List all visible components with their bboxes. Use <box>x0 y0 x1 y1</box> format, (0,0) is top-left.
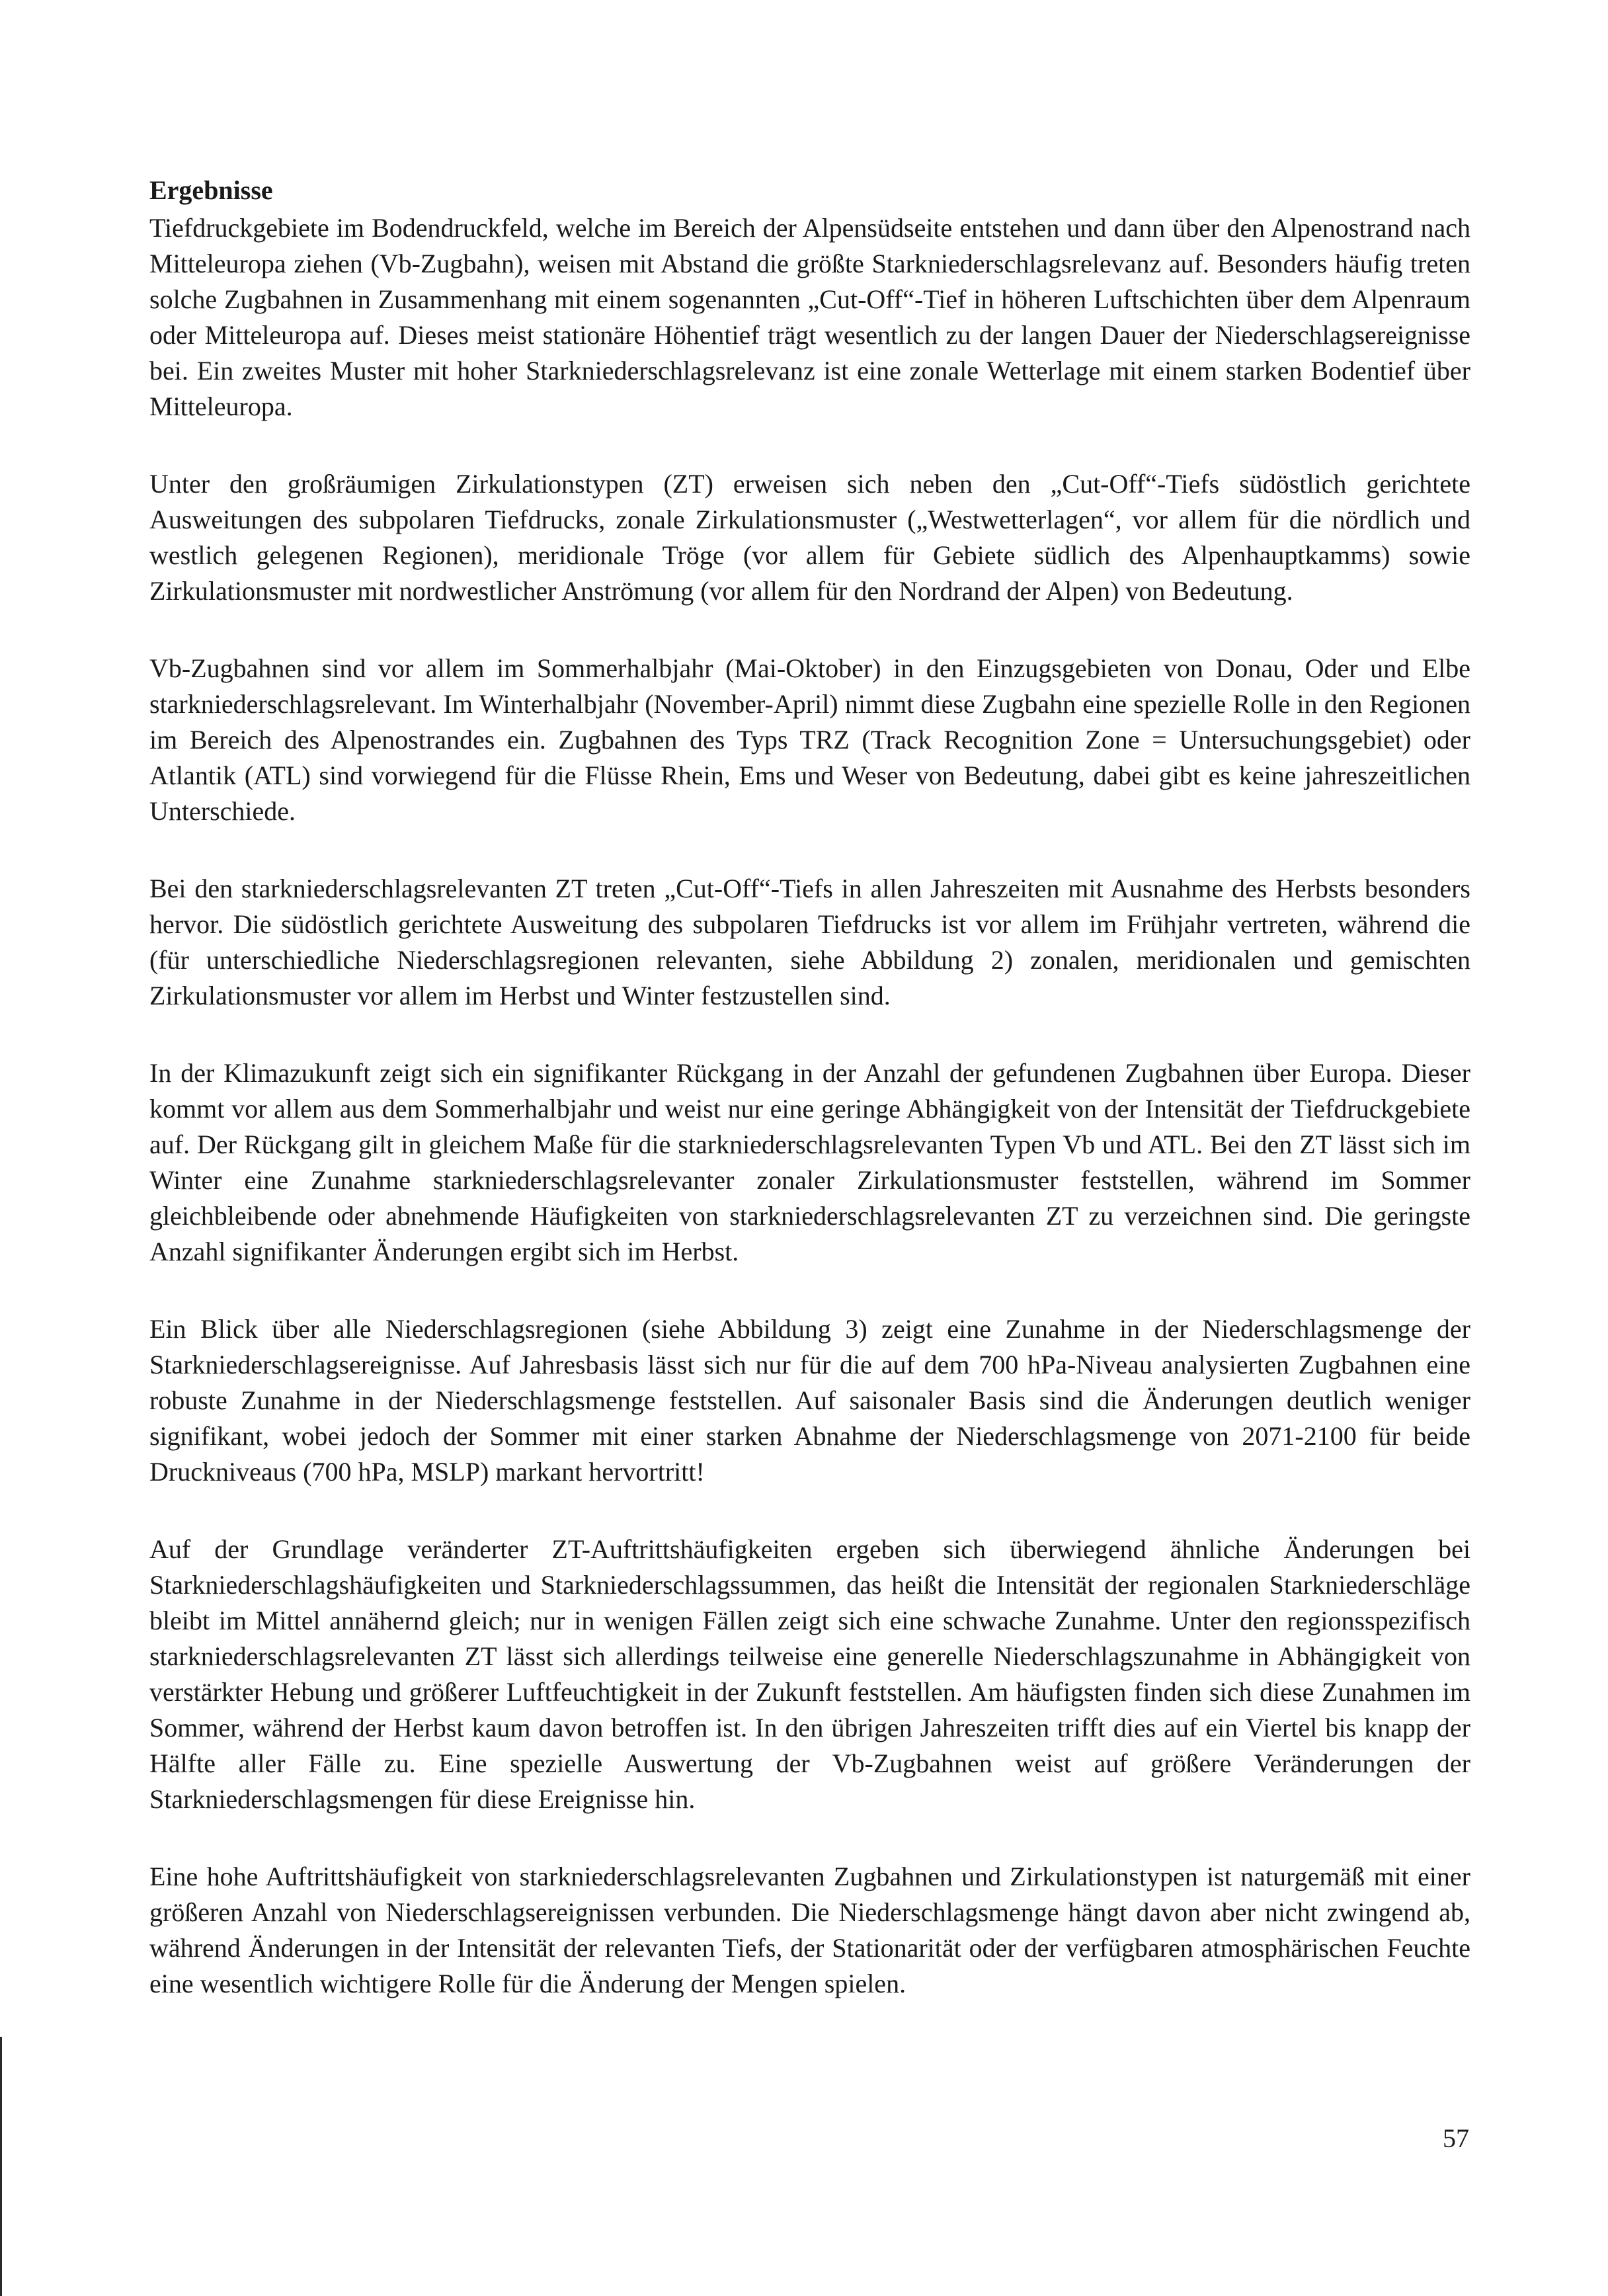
paragraph-cut-off-tiefs: Bei den starkniederschlagsrelevanten ZT treten „Cut-Off“-Tiefs in allen Jahreszeiten mit Ausnahme des Herbsts besonders hervor. Die südöstlich gerichtete Ausweitung des subpolaren Tiefdrucks ist vor allem im Frühjahr vertreten, während die (für unterschiedliche Niederschlagsregionen relevanten, siehe Abbildung 2) zonalen, meridionalen und gemischten Zirkulationsmuster vor allem im Herbst und Winter festzustellen sind. <box>149 874 1470 1010</box>
paragraph-auftrittshaeufigkeit: Eine hohe Auftrittshäufigkeit von starkniederschlagsrelevanten Zugbahnen und Zirkulationstypen ist naturgemäß mit einer größeren Anzahl von Niederschlagsereignissen verbunden. Die Niederschlagsmenge hängt davon aber nicht zwingend ab, während Änderungen in der Intensität der relevanten Tiefs, der Stationarität oder der verfügbaren atmosphärischen Feuchte eine wesentlich wichtigere Rolle für die Änderung der Mengen spielen. <box>149 1862 1470 1998</box>
paragraph-zirkulationstypen: Unter den großräumigen Zirkulationstypen (ZT) erweisen sich neben den „Cut-Off“-Tiefs südöstlich gerichtete Ausweitungen des subpolaren Tiefdrucks, zonale Zirkulationsmuster („Westwetterlagen“, vor allem für die nördlich und westlich gelegenen Regionen), meridionale Tröge (vor allem für Gebiete südlich des Alpenhauptkamms) sowie Zirkulationsmuster mit nordwestlicher Anströmung (vor allem für den Nordrand der Alpen) von Bedeutung. <box>149 469 1470 606</box>
page-body <box>149 173 1470 2002</box>
page-number: 57 <box>1443 2123 1469 2153</box>
scan-edge-line <box>0 2037 2 2296</box>
paragraph-niederschlagsregionen: Ein Blick über alle Niederschlagsregionen (siehe Abbildung 3) zeigt eine Zunahme in der Niederschlagsmenge der Starkniederschlagsereignisse. Auf Jahresbasis lässt sich nur für die auf dem 700 hPa-Niveau analysierten Zugbahnen eine robuste Zunahme in der Niederschlagsmenge feststellen. Auf saisonaler Basis sind die Änderungen deutlich weniger signifikant, wobei jedoch der Sommer mit einer starken Abnahme der Niederschlagsmenge von 2071-2100 für beide Druckniveaus (700 hPa, MSLP) markant hervortritt! <box>149 1314 1470 1487</box>
paragraph-bodendruckfeld: Tiefdruckgebiete im Bodendruckfeld, welche im Bereich der Alpensüdseite entstehen und dann über den Alpenostrand nach Mitteleuropa ziehen (Vb-Zugbahn), weisen mit Abstand die größte Starkniederschlagsrelevanz auf. Besonders häufig treten solche Zugbahnen in Zusammenhang mit einem sogenannten „Cut-Off“-Tief in höheren Luftschichten über dem Alpenraum oder Mitteleuropa auf. Dieses meist stationäre Höhentief trägt wesentlich zu der langen Dauer der Niederschlagsereignisse bei. Ein zweites Muster mit hoher Starkniederschlagsrelevanz ist eine zonale Wetterlage mit einem starken Bodentief über Mitteleuropa. <box>149 213 1470 421</box>
paragraph-klimazukunft: In der Klimazukunft zeigt sich ein signifikanter Rückgang in der Anzahl der gefundenen Zugbahnen über Europa. Dieser kommt vor allem aus dem Sommerhalbjahr und weist nur eine geringe Abhängigkeit von der Intensität der Tiefdruckgebiete auf. Der Rückgang gilt in gleichem Maße für die starkniederschlagsrelevanten Typen Vb und ATL. Bei den ZT lässt sich im Winter eine Zunahme starkniederschlagsrelevanter zonaler Zirkulationsmuster feststellen, während im Sommer gleichbleibende oder abnehmende Häufigkeiten von starkniederschlagsrelevanten ZT zu verzeichnen sind. Die geringste Anzahl signifikanter Änderungen ergibt sich im Herbst. <box>149 1058 1470 1266</box>
paragraph-zt-auftrittshaeufigkeiten: Auf der Grundlage veränderter ZT-Auftrittshäufigkeiten ergeben sich überwiegend ähnliche Änderungen bei Starkniederschlagshäufigkeiten und Starkniederschlagssummen, das heißt die Intensität der regionalen Starkniederschläge bleibt im Mittel annähernd gleich; nur in wenigen Fällen zeigt sich eine schwache Zunahme. Unter den regionsspezifisch starkniederschlagsrelevanten ZT lässt sich allerdings teilweise eine generelle Niederschlagszunahme in Abhängigkeit von verstärkter Hebung und größerer Luftfeuchtigkeit in der Zukunft feststellen. Am häufigsten finden sich diese Zunahmen im Sommer, während der Herbst kaum davon betroffen ist. In den übrigen Jahreszeiten trifft dies auf ein Viertel bis knapp der Hälfte aller Fälle zu. Eine spezielle Auswertung der Vb-Zugbahnen weist auf größere Veränderungen der Starkniederschlagsmengen für diese Ereignisse hin. <box>149 1534 1470 1814</box>
section-heading: Ergebnisse <box>149 175 273 205</box>
paragraph-vb-zugbahnen: Vb-Zugbahnen sind vor allem im Sommerhalbjahr (Mai-Oktober) in den Einzugsgebieten von Donau, Oder und Elbe starkniederschlagsrelevant. Im Winterhalbjahr (November-April) nimmt diese Zugbahn eine spezielle Rolle in den Regionen im Bereich des Alpenostrandes ein. Zugbahnen des Typs TRZ (Track Recognition Zone = Untersuchungsgebiet) oder Atlantik (ATL) sind vorwiegend für die Flüsse Rhein, Ems und Weser von Bedeutung, dabei gibt es keine jahreszeitlichen Unterschiede. <box>149 653 1470 826</box>
